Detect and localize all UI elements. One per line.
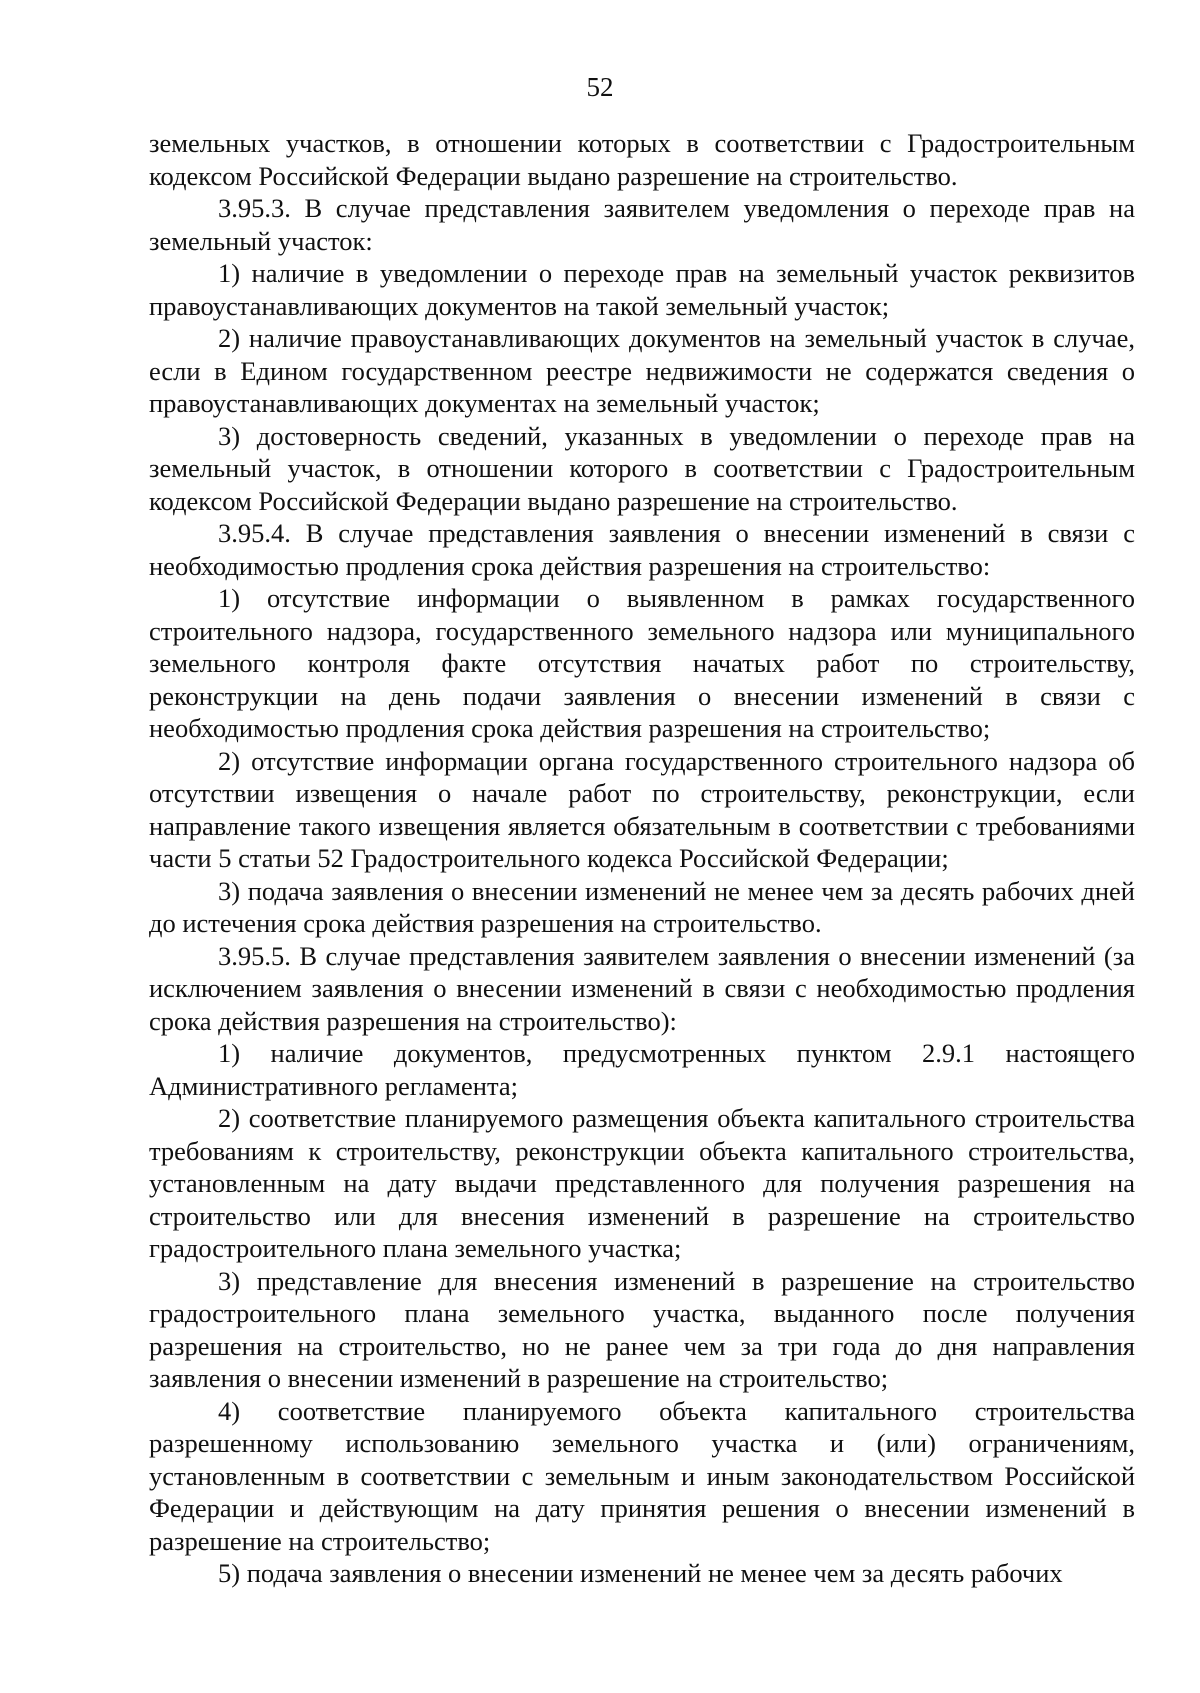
list-item: 2) соответствие планируемого размещения объекта капитального строительства требованиям к строительству, реконструкции объекта капитального строительства, установленным на дату выдачи представленного для получения разрешения на строительство или для внесения изменений в разрешение на строительство градостроительного плана земельного участка; <box>149 1103 1135 1263</box>
list-item: 1) отсутствие информации о выявленном в рамках государственного строительного надзора, государственного земельного надзора или муниципального земельного контроля факте отсутствия начатых работ по строительству, реконструкции на день подачи заявления о внесении изменений в связи с необходимостью продления срока действия разрешения на строительство; <box>149 583 1135 743</box>
list-item: 1) наличие документов, предусмотренных пунктом 2.9.1 настоящего Административного регламента; <box>149 1038 1135 1101</box>
list-item: 3) подача заявления о внесении изменений не менее чем за десять рабочих дней до истечения срока действия разрешения на строительство. <box>149 875 1135 938</box>
paragraph: 3.95.5. В случае представления заявителем заявления о внесении изменений (за исключением заявления о внесении изменений в связи с необходимостью продления срока действия разрешения на строительство): <box>149 940 1135 1036</box>
paragraph: 3.95.4. В случае представления заявления о внесении изменений в связи с необходимостью продления срока действия разрешения на строительство: <box>149 518 1135 581</box>
list-item: 3) достоверность сведений, указанных в уведомлении о переходе прав на земельный участок, в отношении которого в соответствии с Градостроительным кодексом Российской Федерации выдано разрешение на строительство. <box>149 420 1135 516</box>
document-body <box>149 127 1135 1590</box>
paragraph: земельных участков, в отношении которых в соответствии с Градостроительным кодексом Российской Федерации выдано разрешение на строительство. <box>149 128 1135 191</box>
list-item: 2) отсутствие информации органа государственного строительного надзора об отсутствии извещения о начале работ по строительству, реконструкции, если направление такого извещения является обязательным в соответствии с требованиями части 5 статьи 52 Градостроительного кодекса Российской Федерации; <box>149 745 1135 873</box>
paragraph: 3.95.3. В случае представления заявителем уведомления о переходе прав на земельный участок: <box>149 193 1135 256</box>
list-item: 5) подача заявления о внесении изменений не менее чем за десять рабочих <box>218 1558 1063 1588</box>
list-item: 3) представление для внесения изменений в разрешение на строительство градостроительного плана земельного участка, выданного после получения разрешения на строительство, но не ранее чем за три года до дня направления заявления о внесении изменений в разрешение на строительство; <box>149 1265 1135 1393</box>
list-item: 2) наличие правоустанавливающих документов на земельный участок в случае, если в Едином государственном реестре недвижимости не содержатся сведения о правоустанавливающих документах на земельный участок; <box>149 323 1135 418</box>
list-item: 4) соответствие планируемого объекта капитального строительства разрешенному использованию земельного участка и (или) ограничениям, установленным в соответствии с земельным и иным законодательством Российской Федерации и действующим на дату принятия решения о внесении изменений в разрешение на строительство; <box>149 1395 1135 1556</box>
page-number: 52 <box>586 72 614 102</box>
list-item: 1) наличие в уведомлении о переходе прав на земельный участок реквизитов правоустанавливающих документов на такой земельный участок; <box>149 258 1135 321</box>
